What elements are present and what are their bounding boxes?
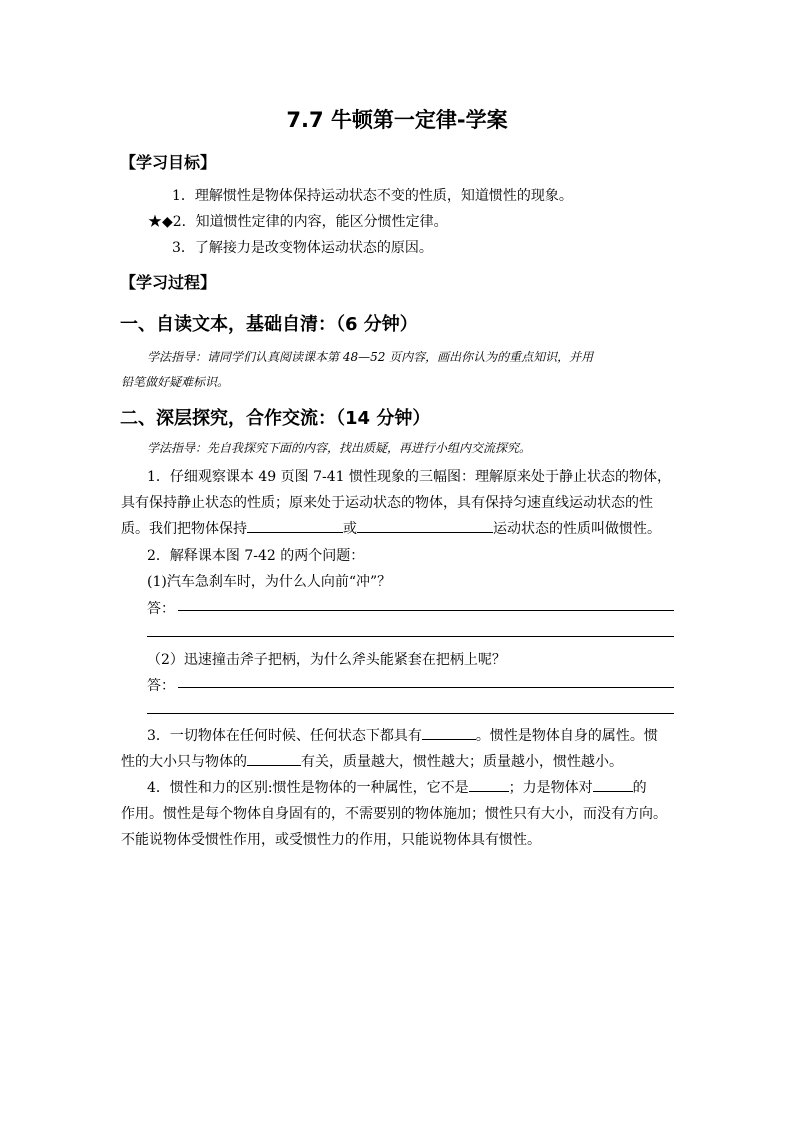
part1-tip-line2: 铅笔做好疑难标识。: [121, 375, 230, 389]
q1-line3: [121, 518, 661, 538]
part2-tip: 学法指导：先自我探究下面的内容，找出质疑，再进行小组内交流探究。: [147, 441, 532, 455]
q4-line1: [147, 777, 647, 797]
answer-line-1b[interactable]: [147, 636, 674, 637]
fill-blank-1[interactable]: [247, 518, 343, 533]
answer-line-2b[interactable]: [147, 713, 674, 714]
q2: 2．解释课本图 7-42 的两个问题：: [147, 548, 365, 564]
q3-line2-text-b: 有关，质量越大，惯性越大；质量越小，惯性越小。: [301, 754, 623, 770]
objective-item-3: 3．了解接力是改变物体运动状态的原因。: [172, 240, 433, 256]
q4-line1-text-a: 4．惯性和力的区别:惯性是物体的一种属性，它不是: [147, 780, 469, 796]
q4-line3: 不能说物体受惯性作用，或受惯性力的作用，只能说物体具有惯性。: [121, 832, 541, 848]
fill-blank-2[interactable]: [357, 518, 493, 533]
q3-line2-text-a: 性的大小只与物体的: [121, 754, 247, 770]
part1-heading: 一、自读文本，基础自清：（6 分钟）: [120, 314, 418, 335]
page-title: 7.7 牛顿第一定律-学案: [286, 108, 508, 132]
q1-line2: 具有保持静止状态的性质；原来处于运动状态的物体，具有保持匀速直线运动状态的性: [121, 495, 653, 511]
q2-1: (1)汽车急刹车时，为什么人向前“冲”？: [147, 574, 392, 590]
answer-label-2: 答：: [147, 678, 175, 694]
q1-line3-text-c: 运动状态的性质叫做惯性。: [493, 521, 661, 537]
q1-line3-text-b: 或: [343, 521, 357, 537]
q4-line1-text-c: 的: [632, 780, 647, 796]
fill-blank-5[interactable]: [469, 777, 509, 792]
part1-tip-line1: 学法指导：请同学们认真阅读课本第 48—52 页内容，画出你认为的重点知识，并用: [147, 350, 594, 364]
objectives-heading: 【学习目标】: [120, 153, 217, 172]
q1-line1: 1．仔细观察课本 49 页图 7-41 惯性现象的三幅图：理解原来处于静止状态的物体，: [147, 469, 671, 485]
q3-line1-text-b: 。惯性是物体自身的属性。惯: [475, 728, 658, 744]
objective-item-2: ★◆2．知道惯性定律的内容，能区分惯性定律。: [148, 214, 448, 230]
part2-heading: 二、深层探究，合作交流：（14 分钟）: [120, 408, 431, 429]
answer-line-2a[interactable]: [178, 687, 674, 688]
q3-line1: [147, 725, 658, 745]
q1-line3-text-a: 质。我们把物体保持: [121, 521, 247, 537]
answer-line-1a[interactable]: [178, 610, 674, 611]
fill-blank-3[interactable]: [422, 725, 476, 740]
answer-label-1: 答：: [147, 601, 175, 617]
q3-line1-text-a: 3．一切物体在任何时候、任何状态下都具有: [147, 728, 422, 744]
q4-line2: 作用。惯性是每个物体自身固有的，不需要别的物体施加；惯性只有大小，而没有方向。: [121, 806, 667, 822]
q3-line2: [121, 751, 623, 771]
objective-item-1: 1．理解惯性是物体保持运动状态不变的性质，知道惯性的现象。: [172, 188, 573, 204]
process-heading: 【学习过程】: [120, 273, 217, 292]
q2-2: （2）迅速撞击斧子把柄，为什么斧头能紧套在把柄上呢？: [147, 652, 506, 668]
fill-blank-4[interactable]: [247, 751, 301, 766]
fill-blank-6[interactable]: [593, 777, 633, 792]
q4-line1-text-b: ；力是物体对: [508, 780, 593, 796]
